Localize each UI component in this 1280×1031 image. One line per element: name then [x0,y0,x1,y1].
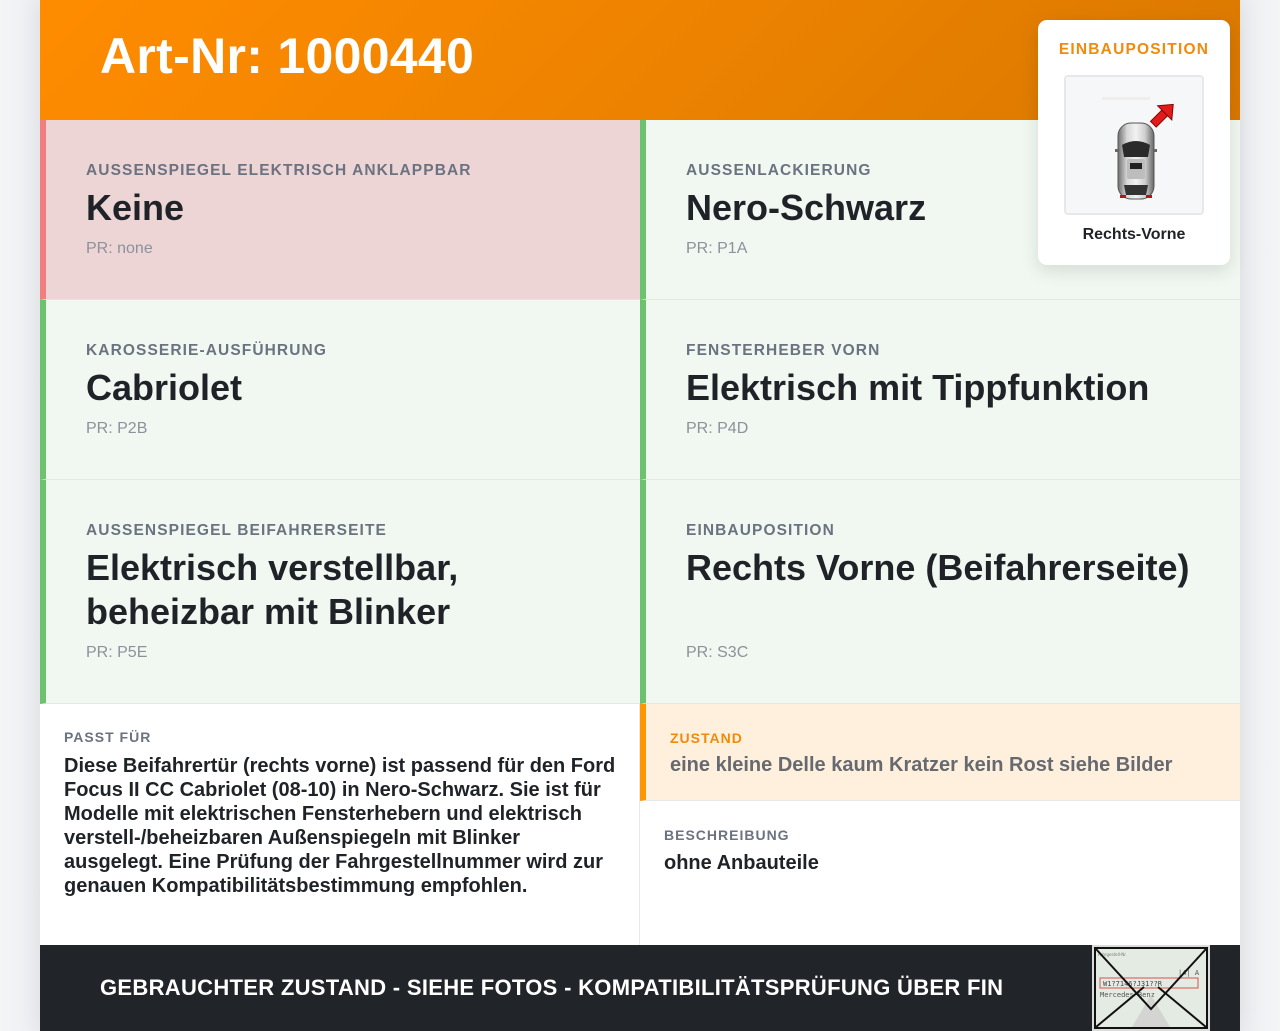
attribute-pr-code: PR: none [86,240,153,257]
attribute-pr-code: PR: P2B [86,420,148,437]
description-text: ohne Anbauteile [664,852,819,874]
attribute-cell-passenger-mirror [40,480,640,704]
attribute-pr-code: PR: P1A [686,240,748,257]
attribute-pr-code: PR: S3C [686,644,749,661]
attribute-label: KAROSSERIE-AUSFÜHRUNG [86,342,327,359]
svg-text:Fahrgestell-Nr.: Fahrgestell-Nr. [1098,952,1127,957]
footer-bar [40,945,1240,1031]
vin-brand-text: Mercedes-Benz [1100,991,1155,999]
condition-label: ZUSTAND [670,730,743,746]
vin-document-image[interactable] [1092,945,1210,1031]
condition-section [640,704,1240,801]
attribute-label: AUSSENSPIEGEL BEIFAHRERSEITE [86,522,387,539]
attribute-pr-code: PR: P5E [86,644,148,661]
installation-position-label: EINBAUPOSITION [1058,41,1210,58]
attribute-label: AUSSENSPIEGEL ELEKTRISCH ANKLAPPBAR [86,162,472,179]
attribute-value: Rechts Vorne (Beifahrerseite) [686,547,1190,588]
attribute-value: Keine [86,187,185,228]
attribute-value: Elektrisch mit Tippfunktion [686,367,1150,408]
footer-notice: GEBRAUCHTER ZUSTAND - SIEHE FOTOS - KOMPATIBILITÄTSPRÜFUNG ÜBER FIN [100,975,1004,1000]
description-section [640,801,1240,945]
fits-for-text: Diese Beifahrertür (rechts vorne) ist passend für den Ford Focus II CC Cabriolet (08-10) in Nero-Schwarz. Sie ist für Modelle mit elektrischen Fensterhebern und elektrisch verstell-/beheizbaren Außenspiegeln mit Blinker ausgelegt. Eine Prüfung der Fahrgestellnummer wird zur genauen Kompatibilitätsbestimmung empfohlen. [64,755,616,897]
attribute-cell-body-type [40,300,640,480]
attribute-cell-installation-position [640,480,1240,704]
car-position-image[interactable] [1064,75,1204,215]
installation-position-caption: Rechts-Vorne [1082,226,1186,243]
fits-for-label: PASST FÜR [64,729,152,745]
attribute-label: EINBAUPOSITION [686,522,835,539]
product-sheet [40,0,1240,1031]
condition-text: eine kleine Delle kaum Kratzer kein Rost siehe Bilder [670,754,1173,776]
fits-for-section [40,704,640,945]
attribute-pr-code: PR: P4D [686,420,749,437]
vin-text: W1?7146?J31??R [1103,980,1163,988]
attribute-value: Nero-Schwarz [686,187,927,228]
svg-text:|4| A: |4| A [1178,969,1200,977]
attribute-label: AUSSENLACKIERUNG [686,162,872,179]
attribute-cell-mirror-folding [40,120,640,300]
attribute-cell-window-lifter [640,300,1240,480]
article-number-title: Art-Nr: 1000440 [100,28,475,84]
vin-document-envelope-icon [1094,947,1208,1029]
description-label: BESCHREIBUNG [664,827,790,843]
attribute-value: Cabriolet [86,367,243,408]
installation-position-card [1038,20,1230,265]
car-top-view-with-arrow-icon [1066,77,1202,213]
attribute-label: FENSTERHEBER VORN [686,342,881,359]
attribute-value: Elektrisch verstellbar, beheizbar mit Blinker [86,547,459,632]
